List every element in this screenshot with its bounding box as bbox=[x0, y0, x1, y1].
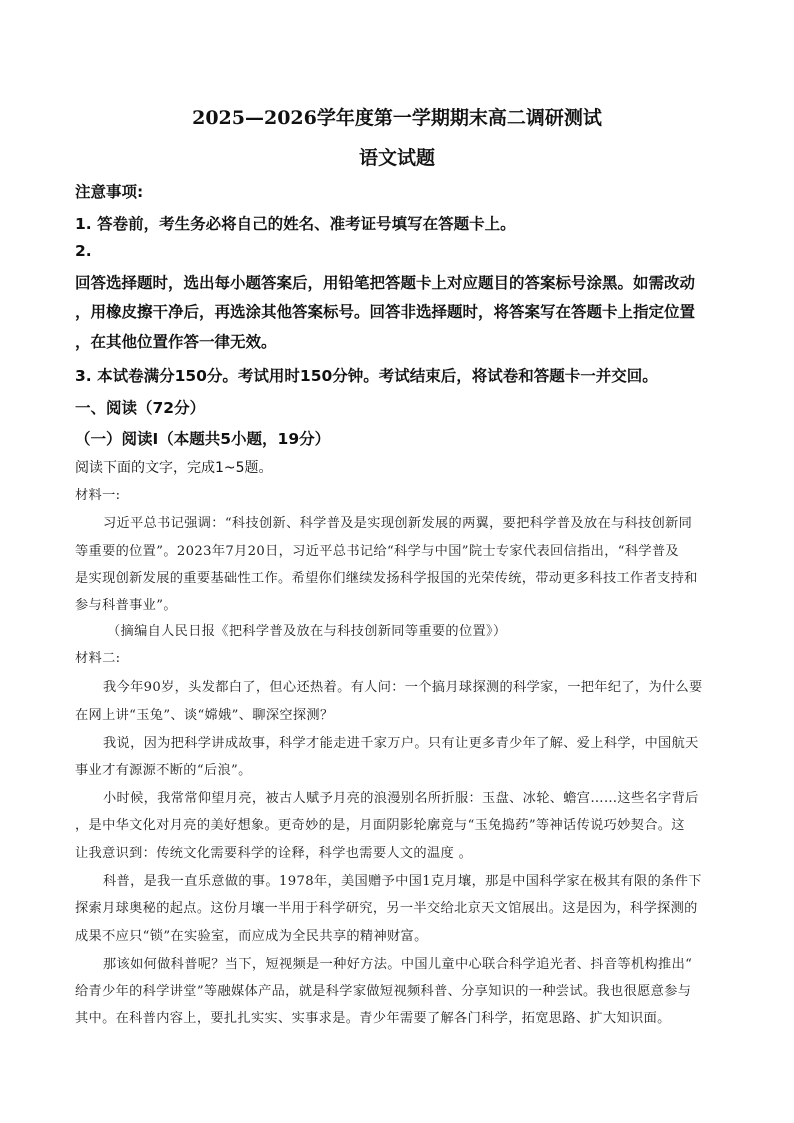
material-2-p3-line: 让我意识到：传统文化需要科学的诠释，科学也需要人文的温度 。 bbox=[75, 846, 473, 861]
material-1-line: 习近平总书记强调：“科技创新、科学普及是实现创新发展的两翼，要把科学普及放在与科技创新同 bbox=[103, 516, 693, 531]
material-2-p1-line: 在网上讲“玉兔”、谈“嫦娥”、聊深空探测？ bbox=[75, 708, 334, 723]
material-2-p3-line: 小时候，我常常仰望月亮，被古人赋予月亮的浪漫别名所折服：玉盘、冰轮、蟾宫……这些名字背后 bbox=[103, 791, 699, 806]
material-1-line: 参与科普事业”。 bbox=[75, 598, 177, 613]
material-2-p2-line: 事业才有源源不断的“后浪”。 bbox=[75, 763, 252, 778]
material-2-p1-line: 我今年90岁，头发都白了，但心还热着。有人问：一个搞月球探测的科学家，一把年纪了，为什么要 bbox=[103, 680, 703, 695]
material-2-p5-line: 那该如何做科普呢？当下，短视频是一种好方法。中国儿童中心联合科学追光者、抖音等机构推出“ bbox=[103, 957, 693, 972]
material-2-p5-line: 给青少年的科学讲堂”等融媒体产品，就是科学家做短视频科普、分享知识的一种尝试。我也很愿意参与 bbox=[75, 984, 692, 999]
exam-title: 2025—2026学年度第一学期期末高二调研测试 bbox=[192, 107, 602, 129]
material-1-source: （摘编自人民日报《把科学普及放在与科技创新同等重要的位置》） bbox=[107, 624, 507, 639]
material-1-label: 材料一: bbox=[75, 488, 121, 503]
material-2-p4-line: 探索月球奥秘的起点。这份月壤一半用于科学研究，另一半交给北京天文馆展出。这是因为，科学探测的 bbox=[75, 901, 698, 916]
notes-item-2-line-2: ，用橡皮擦干净后，再选涂其他答案标号。回答非选择题时，将答案写在答题卡上指定位置 bbox=[75, 303, 696, 321]
notes-item-3: 3. 本试卷满分150分。考试用时150分钟。考试结束后，将试卷和答题卡一并交回。 bbox=[75, 367, 658, 385]
exam-subtitle: 语文试题 bbox=[358, 147, 435, 169]
material-2-label: 材料二: bbox=[75, 651, 121, 666]
material-2-p4-line: 成果不应只“锁”在实验室，而应成为全民共享的精神财富。 bbox=[75, 929, 428, 944]
material-2-p5-line: 其中。在科普内容上，要扎扎实实、实事求是。青少年需要了解各门科学，拓宽思路、扩大知识面。 bbox=[75, 1011, 671, 1026]
notes-item-1: 1. 答卷前，考生务必将自己的姓名、准考证号填写在答题卡上。 bbox=[75, 215, 516, 233]
material-2-p2-line: 我说，因为把科学讲成故事，科学才能走进千家万户。只有让更多青少年了解、爱上科学，中国航天 bbox=[103, 736, 699, 751]
material-2-p4-line: 科普，是我一直乐意做的事。1978年，美国赠予中国1克月壤，那是中国科学家在极其有限的条件下 bbox=[103, 874, 702, 889]
material-1-line: 等重要的位置”。2023年7月20日，习近平总书记给“科学与中国”院士专家代表回信指出，“科学普及 bbox=[75, 544, 679, 559]
material-2-p3-line: ，是中华文化对月亮的美好想象。更奇妙的是，月面阴影轮廓竟与“玉兔捣药”等神话传说巧妙契合。这 bbox=[75, 818, 685, 833]
section-instruction: 阅读下面的文字，完成1~5题。 bbox=[75, 460, 273, 476]
section-heading: 一、阅读（72分） bbox=[75, 399, 206, 417]
material-1-line: 是实现创新发展的重要基础性工作。希望你们继续发扬科学报国的光荣传统，带动更多科技工作者支持和 bbox=[75, 571, 698, 586]
notes-heading: 注意事项: bbox=[75, 183, 144, 201]
notes-item-2-line-1: 回答选择题时，选出每小题答案后，用铅笔把答题卡上对应题目的答案标号涂黑。如需改动 bbox=[75, 274, 696, 292]
section-sub-heading: （一）阅读I（本题共5小题，19分） bbox=[75, 430, 331, 448]
notes-item-2-number: 2. bbox=[75, 242, 92, 260]
notes-item-2-line-3: ，在其他位置作答一律无效。 bbox=[75, 333, 277, 351]
